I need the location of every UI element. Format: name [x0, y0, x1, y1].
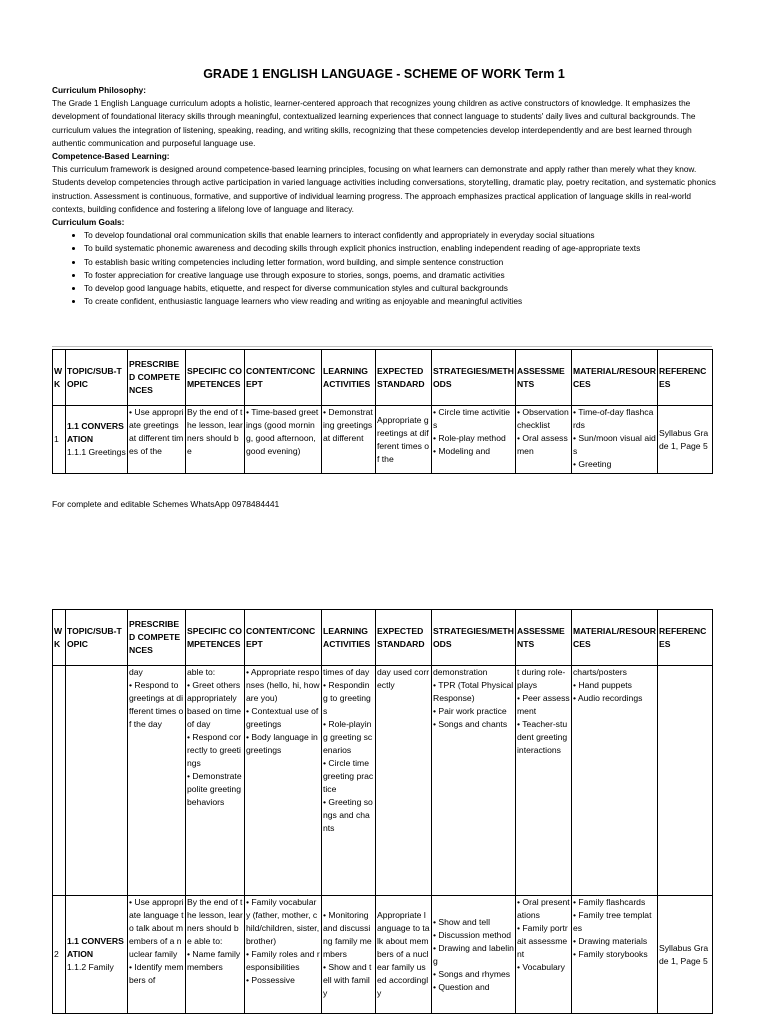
cell-text: day • Respond to greetings at different times of the day — [129, 667, 184, 729]
header-cell: LEARNING ACTIVITIES — [322, 610, 376, 666]
header-cell: ASSESSMENTS — [516, 610, 572, 666]
prescribed-cell — [128, 896, 186, 1014]
competence-heading: Competence-Based Learning: — [52, 151, 170, 162]
table-header-row — [53, 610, 713, 666]
header-cell: STRATEGIES/METHODS — [432, 610, 516, 666]
page-title: GRADE 1 ENGLISH LANGUAGE - SCHEME OF WORK Term 1 — [203, 67, 565, 81]
assessments-cell — [516, 896, 572, 1014]
week-cell — [53, 666, 66, 896]
table-row — [53, 666, 713, 896]
cell-text: charts/posters • Hand puppets • Audio recordings — [573, 667, 643, 703]
table-row — [53, 896, 713, 1014]
section-divider — [52, 346, 712, 347]
cell-text: Appropriate greetings at different times of the — [377, 414, 430, 464]
week-cell: 2 — [53, 896, 66, 1014]
header-cell: REFERENCES — [658, 610, 713, 666]
content-cell — [245, 896, 322, 1014]
week-cell: 1 — [53, 406, 66, 474]
header-cell: MATERIAL/RESOURCES — [572, 610, 658, 666]
header-cell: MATERIAL/RESOURCES — [572, 350, 658, 406]
philosophy-text: The Grade 1 English Language curriculum adopts a holistic, learner-centered approach that recognizes young children as active constructors of knowledge. It emphasizes the development of foundational literacy skills through meaningful, contextualized learning experiences that connect language to students' daily lives and cultural backgrounds. The curriculum values the integration of listening, speaking, reading, and writing skills, recognizing that these competencies develop interdependently and are best learned through authentic communication and purposeful language use. — [52, 98, 696, 148]
philosophy-heading: Curriculum Philosophy: — [52, 85, 147, 95]
cell-text: • Monitoring and discussing family members • Show and tell with family — [323, 910, 372, 998]
cell-text: demonstration • TPR (Total Physical Response) • Pair work practice • Songs and chants — [433, 667, 514, 729]
header-cell: LEARNING ACTIVITIES — [322, 350, 376, 406]
header-cell: EXPECTED STANDARD — [376, 610, 432, 666]
header-cell: TOPIC/SUB-TOPIC — [66, 350, 128, 406]
cell-text: Appropriate language to talk about members of a nuclear family used accordingly — [377, 910, 430, 998]
header-cell: WK — [53, 610, 66, 666]
header-cell: SPECIFIC COMPETENCES — [186, 610, 245, 666]
goal-item: • To foster appreciation for creative language use through exposure to stories, songs, poems, and dramatic activities — [84, 269, 720, 282]
header-cell: STRATEGIES/METHODS — [432, 350, 516, 406]
content-cell — [245, 406, 322, 474]
activities-cell — [322, 406, 376, 474]
standard-cell — [376, 896, 432, 1014]
header-cell: REFERENCES — [658, 350, 713, 406]
cell-text: • Show and tell • Discussion method • Drawing and labeling • Songs and rhymes • Question and — [433, 916, 514, 992]
scheme-table-2 — [52, 609, 713, 1014]
goals-list — [52, 229, 720, 308]
subtopic: 1.1.1 Greetings — [67, 447, 126, 457]
cell-text: • Oral presentations • Family portrait assessment • Vocabulary — [517, 897, 570, 972]
header-cell: SPECIFIC COMPETENCES — [186, 350, 245, 406]
table-header-row — [53, 350, 713, 406]
references-cell: Syllabus Grade 1, Page 5 — [658, 896, 713, 1014]
cell-text: • Demonstrating greetings at different — [323, 407, 373, 443]
cell-text: t during role-plays • Peer assessment • Teacher-student greeting interactions — [517, 667, 570, 755]
goal-item: • To establish basic writing competencies including letter formation, word building, and simple sentence construction — [84, 256, 720, 269]
subtopic: 1.1.2 Family — [67, 962, 114, 972]
header-cell: CONTENT/CONCEPT — [245, 610, 322, 666]
cell-text: By the end of the lesson, learners should be able to: • Name family members — [187, 897, 243, 972]
goal-item: • To create confident, enthusiastic language learners who view reading and writing as enjoyable and meaningful activities — [84, 295, 720, 308]
references-cell: Syllabus Grade 1, Page 5 — [658, 406, 713, 474]
activities-cell — [322, 896, 376, 1014]
cell-text: • Time-of-day flashcards • Sun/moon visual aids • Greeting — [573, 407, 656, 469]
prescribed-cell — [128, 406, 186, 474]
specific-cell — [186, 666, 245, 896]
goal-item: • To develop good language habits, etiquette, and respect for diverse communication styles and cultural backgrounds — [84, 282, 720, 295]
materials-cell — [572, 896, 658, 1014]
standard-cell — [376, 666, 432, 896]
cell-text: • Use appropriate language to talk about members of a nuclear family • Identify members of — [129, 897, 184, 985]
content-cell — [245, 666, 322, 896]
strategies-cell — [432, 666, 516, 896]
header-cell: ASSESSMENTS — [516, 350, 572, 406]
topic-title: 1.1 CONVERSATION — [67, 936, 124, 959]
cell-text: day used correctly — [377, 667, 430, 690]
cell-text: times of day • Responding to greetings • Role-playing greeting scenarios • Circle time greeting practice • Greeting songs and chants — [323, 667, 374, 833]
scheme-table-1 — [52, 349, 713, 474]
header-cell: CONTENT/CONCEPT — [245, 350, 322, 406]
cell-text: • Use appropriate greetings at different times of the — [129, 407, 184, 456]
cell-text: • Family vocabulary (father, mother, child/children, sister, brother) • Family roles and responsibilities • Possessive — [246, 897, 320, 985]
header-cell: WK — [53, 350, 66, 406]
goals-heading: Curriculum Goals: — [52, 217, 125, 228]
cell-text: • Appropriate responses (hello, hi, how are you) • Contextual use of greetings • Body language in greetings — [246, 667, 320, 755]
cell-text: • Time-based greetings (good morning, good afternoon, good evening) — [246, 407, 319, 456]
strategies-cell — [432, 406, 516, 474]
specific-cell — [186, 406, 245, 474]
materials-cell — [572, 666, 658, 896]
competence-text: This curriculum framework is designed around competence-based learning principles, focusing on what learners can demonstrate and apply rather than merely what they know. Students develop competencies through active participation in varied language activities including conversations, storytelling, dramatic play, poetry recitation, and systematic phonics instruction. Assessment is continuous, formative, and supportive of individual learning progress. The approach emphasizes practical application of language skills in real-world contexts, building confidence and fostering a lifelong love of language and literacy. — [52, 164, 716, 214]
header-cell: EXPECTED STANDARD — [376, 350, 432, 406]
prescribed-cell — [128, 666, 186, 896]
standard-cell — [376, 406, 432, 474]
goal-item: • To build systematic phonemic awareness and decoding skills through explicit phonics instruction, enabling independent reading of age-appropriate texts — [84, 242, 720, 255]
references-cell — [658, 666, 713, 896]
cell-text: able to: • Greet others appropriately based on time of day • Respond correctly to greetings • Demonstrate polite greeting behaviors — [187, 667, 242, 807]
topic-cell — [66, 406, 128, 474]
curriculum-intro — [52, 84, 720, 308]
header-cell: PRESCRIBED COMPETENCES — [128, 610, 186, 666]
cell-text: • Observation checklist • Oral assessmen — [517, 407, 569, 456]
table-row — [53, 406, 713, 474]
cell-text: By the end of the lesson, learners should be — [187, 407, 243, 456]
topic-cell — [66, 666, 128, 896]
whatsapp-note: For complete and editable Schemes WhatsApp 0978484441 — [52, 499, 280, 509]
header-cell: PRESCRIBED COMPETENCES — [128, 350, 186, 406]
assessments-cell — [516, 666, 572, 896]
topic-cell — [66, 896, 128, 1014]
strategies-cell — [432, 896, 516, 1014]
activities-cell — [322, 666, 376, 896]
header-cell: TOPIC/SUB-TOPIC — [66, 610, 128, 666]
specific-cell — [186, 896, 245, 1014]
assessments-cell — [516, 406, 572, 474]
materials-cell — [572, 406, 658, 474]
goal-item: • To develop foundational oral communication skills that enable learners to interact confidently and appropriately in everyday social situations — [84, 229, 720, 242]
cell-text: • Family flashcards • Family tree templates • Drawing materials • Family storybooks — [573, 897, 652, 959]
topic-title: 1.1 CONVERSATION — [67, 421, 124, 444]
cell-text: • Circle time activities • Role-play method • Modeling and — [433, 407, 511, 456]
